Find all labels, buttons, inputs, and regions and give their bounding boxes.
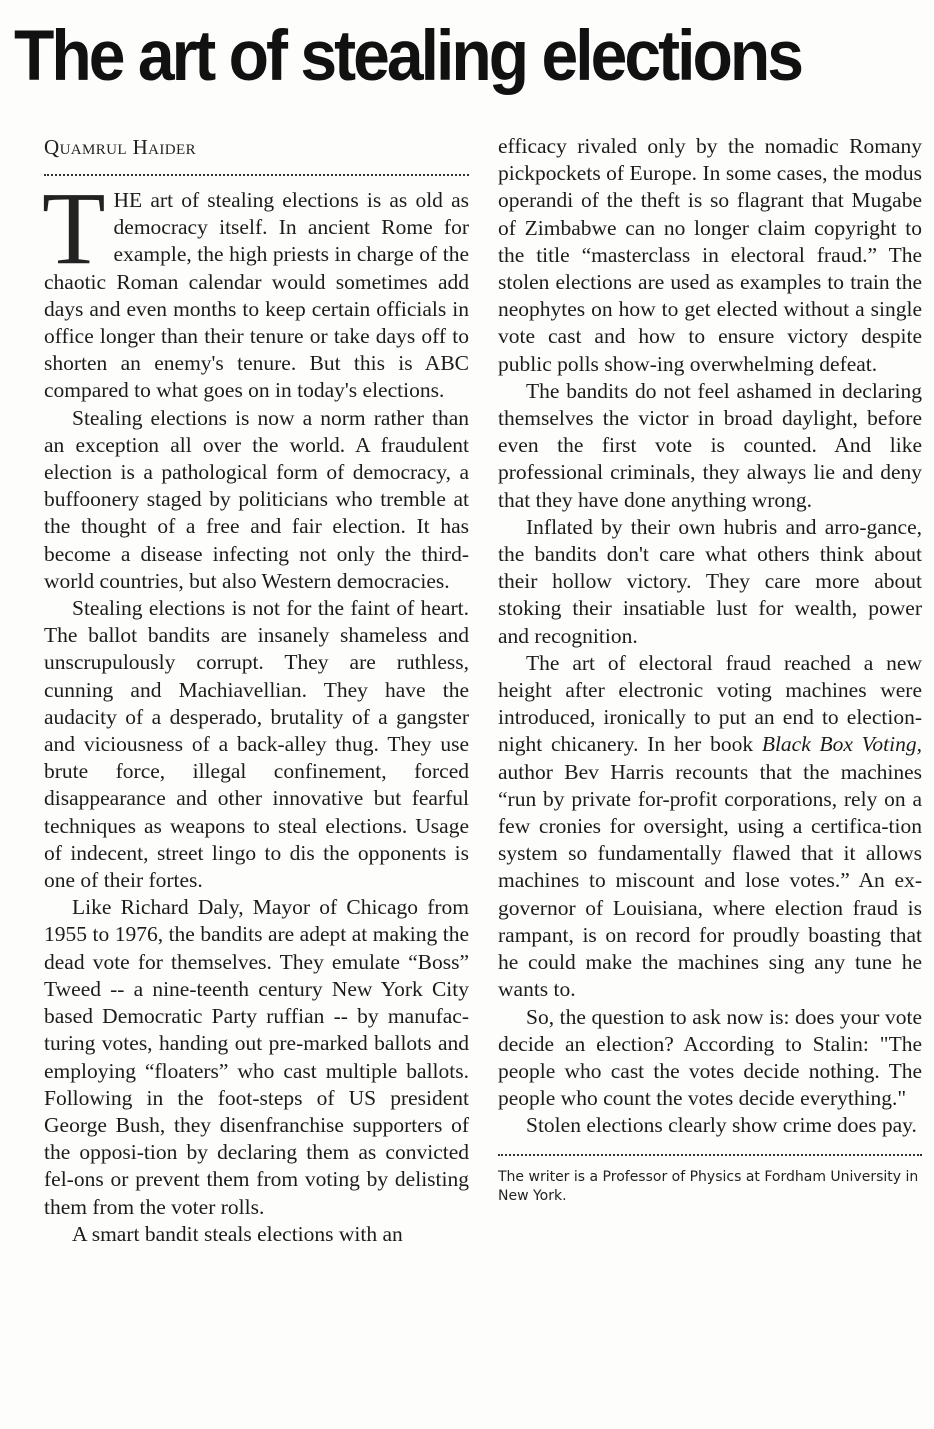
footnote-divider	[498, 1154, 922, 1156]
byline: Quamrul Haider	[44, 135, 197, 159]
paragraph-2: Stealing elections is now a norm rather than an exception all over the world. A fraudulent election is a pathological form of democracy, a buffoonery staged by politicians who tremble at the thought of a free and fair election. It has become a disease infecting not only the third-world countries, but also Western democracies.	[44, 405, 469, 593]
paragraph-8	[498, 650, 922, 1004]
byline-divider	[44, 174, 469, 176]
paragraph-5-start: A smart bandit steals elections with an	[72, 1221, 403, 1246]
paragraph-8-text-a: The art of electoral fraud reached a new height after electronic voting machines were introduced, ironically to put an end to election-night chicanery. In her book	[498, 650, 922, 757]
headline: The art of stealing elections	[14, 17, 801, 96]
paragraph-6: The bandits do not feel ashamed in declaring themselves the victor in broad daylight, before even the first vote is counted. And like professional criminals, they always lie and deny that they have done anything wrong.	[498, 378, 922, 512]
right-column	[498, 133, 922, 1206]
paragraph-1	[42, 171, 469, 405]
paragraph-10: Stolen elections clearly show crime does pay.	[526, 1113, 917, 1138]
paragraph-8-text-b: author Bev Harris recounts that the machines “run by private for-profit corporations, rely on a few cronies for oversight, using a certifica-tion system so fundamentally flawed that it allows machines to miscount and lose votes.” An ex-governor of Louisiana, where election fraud is rampant, is on record for proudly boasting that he could make the machines sing any tune he wants to.	[498, 759, 922, 1002]
book-title: Black Box Voting,	[761, 732, 922, 757]
paragraph-4: Like Richard Daly, Mayor of Chicago from 1955 to 1976, the bandits are adept at making the dead vote for themselves. They emulate “Boss” Tweed -- a nine-teenth century New York City based Democratic Party ruffian -- by manufac-turing votes, handing out pre-marked ballots and employing “floaters” who cast multiple ballots. Following in the foot-steps of US president George Bush, they disenfranchise supporters of the opposi-tion by declaring them as convicted fel-ons or prevent them from voting by delisting them from the voter rolls.	[44, 895, 469, 1219]
paragraph-7: Inflated by their own hubris and arro-gance, the bandits don't care what others think about their hollow victory. They care more about stoking their insatiable lust for wealth, power and recognition.	[498, 514, 922, 648]
paragraph-3: Stealing elections is not for the faint of heart. The ballot bandits are insanely shameless and unscrupulously corrupt. They are ruthless, cunning and Machiavellian. They have the audacity of a desperado, brutality of a gangster and viciousness of a back-alley thug. They use brute force, illegal confinement, forced disappearance and other innovative but fearful techniques as weapons to steal elections. Usage of indecent, street lingo to dis the opponents is one of their fortes.	[44, 596, 469, 893]
left-column	[44, 133, 469, 1248]
paragraph-1-text: art of stealing elections is as old as democracy itself. In ancient Rome for example, the high priests in charge of the chaotic Roman calendar would sometimes add days and even months to keep certain officials in office longer than their tenure or take days off to shorten an enemy's tenure. But this is ABC compared to what goes on in today's elections.	[44, 188, 469, 403]
paragraph-5-continued: efficacy rivaled only by the nomadic Romany pickpockets of Europe. In some cases, the modus operandi of the theft is so flagrant that Mugabe of Zimbabwe can no longer claim copyright to the title “masterclass in electoral fraud.” The stolen elections are used as examples to train the neophytes on how to get elected without a single vote cast and how to ensure victory despite public polls show-ing overwhelming defeat.	[498, 134, 922, 376]
author-footnote: The writer is a Professor of Physics at Fordham University in New York.	[498, 1168, 919, 1204]
paragraph-1-lead-word: HE	[113, 188, 143, 212]
drop-cap: T	[42, 171, 106, 286]
paragraph-9: So, the question to ask now is: does your vote decide an election? According to Stalin: "The people who cast the votes decide nothing. The people who count the votes decide everything."	[498, 1004, 922, 1111]
